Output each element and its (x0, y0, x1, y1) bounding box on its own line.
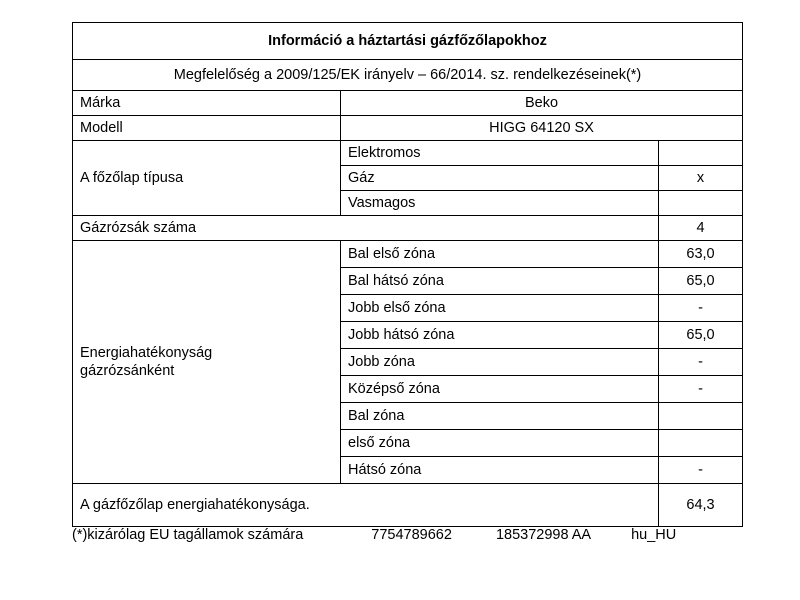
zone-name-0: Bal első zóna (341, 241, 659, 268)
zone-name-8: Hátsó zóna (341, 457, 659, 484)
zone-value-7 (659, 430, 743, 457)
hob-type-value-solid (659, 191, 743, 216)
table-row-model (73, 116, 743, 141)
model-label: Modell (73, 116, 341, 141)
total-efficiency-value: 64,3 (659, 484, 743, 527)
footer-code-primary: 7754789662 (371, 527, 452, 543)
zone-name-5: Középső zóna (341, 376, 659, 403)
hob-type-label: A főzőlap típusa (73, 141, 341, 216)
product-fiche-table (72, 22, 743, 527)
model-value: HIGG 64120 SX (341, 116, 743, 141)
zone-value-3: 65,0 (659, 322, 743, 349)
compliance-statement: Megfelelőség a 2009/125/EK irányelv – 66/2014. sz. rendelkezéseinek(*) (73, 60, 743, 91)
hob-type-name-solid: Vasmagos (341, 191, 659, 216)
hob-type-name-electric: Elektromos (341, 141, 659, 166)
table-row-burner-count (73, 216, 743, 241)
footer-note: (*)kizárólag EU tagállamok számára (72, 527, 304, 543)
burner-count-label: Gázrózsák száma (73, 216, 659, 241)
table-row-brand (73, 91, 743, 116)
table-row-hob-type-electric (73, 141, 743, 166)
table-row-zone-0 (73, 241, 743, 268)
zone-value-6 (659, 403, 743, 430)
zone-name-7: első zóna (341, 430, 659, 457)
total-efficiency-label: A gázfőzőlap energiahatékonysága. (73, 484, 659, 527)
hob-type-name-gas: Gáz (341, 166, 659, 191)
brand-value: Beko (341, 91, 743, 116)
zone-name-1: Bal hátsó zóna (341, 268, 659, 295)
hob-type-value-electric (659, 141, 743, 166)
burner-count-value: 4 (659, 216, 743, 241)
table-row-subtitle (73, 60, 743, 91)
table-row-title (73, 23, 743, 60)
table-row-total-efficiency (73, 484, 743, 527)
page-title: Információ a háztartási gázfőzőlapokhoz (73, 23, 743, 60)
zone-value-2: - (659, 295, 743, 322)
efficiency-per-burner-label (73, 241, 341, 484)
zone-name-6: Bal zóna (341, 403, 659, 430)
zone-name-3: Jobb hátsó zóna (341, 322, 659, 349)
footer-locale: hu_HU (631, 527, 677, 543)
zone-name-2: Jobb első zóna (341, 295, 659, 322)
zone-value-4: - (659, 349, 743, 376)
footer-code-secondary: 185372998 AA (495, 527, 592, 543)
zone-value-0: 63,0 (659, 241, 743, 268)
zone-value-8: - (659, 457, 743, 484)
efficiency-label-line-2: gázrózsánként (80, 363, 175, 379)
zone-name-4: Jobb zóna (341, 349, 659, 376)
hob-type-value-gas: x (659, 166, 743, 191)
zone-value-5: - (659, 376, 743, 403)
footer-line (72, 527, 752, 543)
brand-label: Márka (73, 91, 341, 116)
efficiency-label-line-1: Energiahatékonyság (80, 344, 213, 361)
zone-value-1: 65,0 (659, 268, 743, 295)
